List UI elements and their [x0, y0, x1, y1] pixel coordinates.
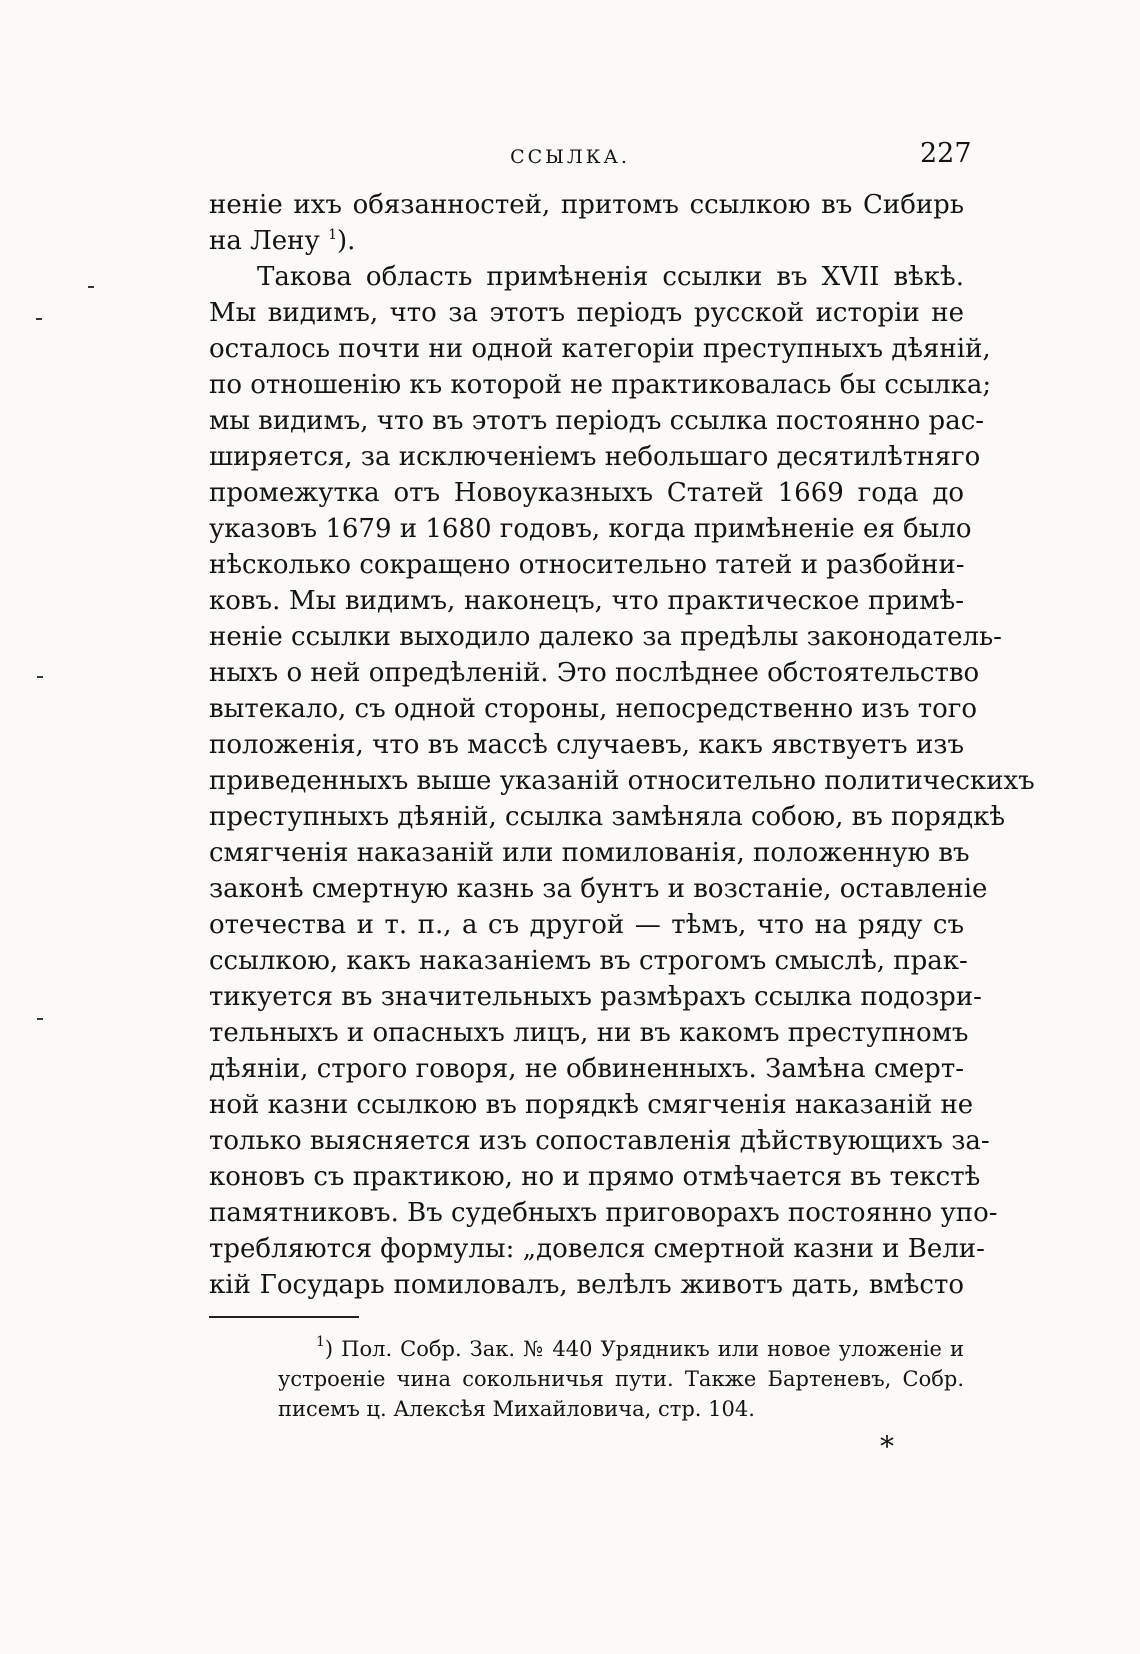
margin-speck — [36, 318, 42, 320]
body-line: ширяется, за исключеніемъ небольшаго десятилѣтняго — [209, 442, 981, 472]
body-line: ссылкою, какъ наказаніемъ въ строгомъ смыслѣ, прак- — [209, 946, 968, 976]
body-line: требляются формулы: „довелся смертной казни и Вели- — [209, 1234, 985, 1264]
footnote-line: писемъ ц. Алексѣя Михайловича, стр. 104. — [278, 1397, 755, 1421]
margin-speck — [88, 286, 94, 288]
body-line-text: на Лену — [209, 226, 320, 256]
body-line: тикуется въ значительныхъ размѣрахъ ссылка подозри- — [209, 982, 982, 1012]
body-line: смягченія наказаній или помилованія, положенную въ — [209, 838, 970, 868]
body-line: ковъ. Мы видимъ, наконецъ, что практическое примѣ- — [209, 586, 964, 616]
body-line: Такова область примѣненія ссылки въ XVII вѣкѣ. — [257, 262, 964, 292]
body-line: неніе ссылки выходило далеко за предѣлы законодатель- — [209, 622, 1002, 652]
body-line: ныхъ о ней опредѣленій. Это послѣднее обстоятельство — [209, 658, 980, 688]
body-line: неніе ихъ обязанностей, притомъ ссылкою въ Сибирь — [209, 190, 964, 220]
body-line: законѣ смертную казнь за бунтъ и возстаніе, оставленіе — [209, 874, 988, 904]
body-line: нѣсколько сокращено относительно татей и разбойни- — [209, 550, 965, 580]
running-title: ССЫЛКА. — [510, 146, 630, 168]
body-line: только выясняется изъ сопоставленія дѣйствующихъ за- — [209, 1126, 990, 1156]
footnote-rule — [209, 1316, 359, 1318]
body-line: вытекало, съ одной стороны, непосредственно изъ того — [209, 694, 978, 724]
body-line: указовъ 1679 и 1680 годовъ, когда примѣненіе ея было — [209, 514, 972, 544]
footnote-line-text: ) Пол. Собр. Зак. № 440 Урядникъ или новое уложеніе и — [324, 1337, 964, 1361]
page-number: 227 — [920, 138, 972, 169]
body-line: промежутка отъ Новоуказныхъ Статей 1669 года до — [209, 478, 964, 508]
footnote-line: устроеніе чина сокольничья пути. Также Бартеневъ, Собр. — [278, 1367, 964, 1391]
footnote-ref: 1 — [328, 227, 337, 243]
body-line: мы видимъ, что въ этотъ періодъ ссылка постоянно рас- — [209, 406, 985, 436]
body-line — [209, 222, 964, 260]
body-line: приведенныхъ выше указаній относительно политическихъ — [209, 766, 1035, 796]
footnote-line — [316, 1334, 964, 1364]
body-line: дѣяніи, строго говоря, не обвиненныхъ. Замѣна смерт- — [209, 1054, 964, 1084]
body-line: тельныхъ и опасныхъ лицъ, ни въ какомъ преступномъ — [209, 1018, 969, 1048]
body-line: осталось почти ни одной категоріи преступныхъ дѣяній, — [209, 334, 991, 364]
signature-mark: * — [880, 1430, 894, 1463]
margin-speck — [37, 1018, 43, 1020]
body-line: ной казни ссылкою въ порядкѣ смягченія наказаній не — [209, 1090, 974, 1120]
body-line: по отношенію къ которой не практиковалась бы ссылка; — [209, 370, 992, 400]
footnote-ref-tail: ). — [337, 226, 356, 256]
footnote-marker: 1 — [316, 1334, 325, 1350]
body-line: кій Государь помиловалъ, велѣлъ животъ дать, вмѣсто — [209, 1270, 964, 1300]
body-line: преступныхъ дѣяній, ссылка замѣняла собою, въ порядкѣ — [209, 802, 1006, 832]
body-line: коновъ съ практикою, но и прямо отмѣчается въ текстѣ — [209, 1162, 981, 1192]
body-line: отечества и т. п., а съ другой — тѣмъ, что на ряду съ — [209, 910, 964, 940]
margin-speck — [37, 676, 43, 678]
body-line: положенія, что въ массѣ случаевъ, какъ явствуетъ изъ — [209, 730, 964, 760]
body-line: Мы видимъ, что за этотъ періодъ русской исторіи не — [209, 298, 964, 328]
body-line: памятниковъ. Въ судебныхъ приговорахъ постоянно упо- — [209, 1198, 998, 1228]
